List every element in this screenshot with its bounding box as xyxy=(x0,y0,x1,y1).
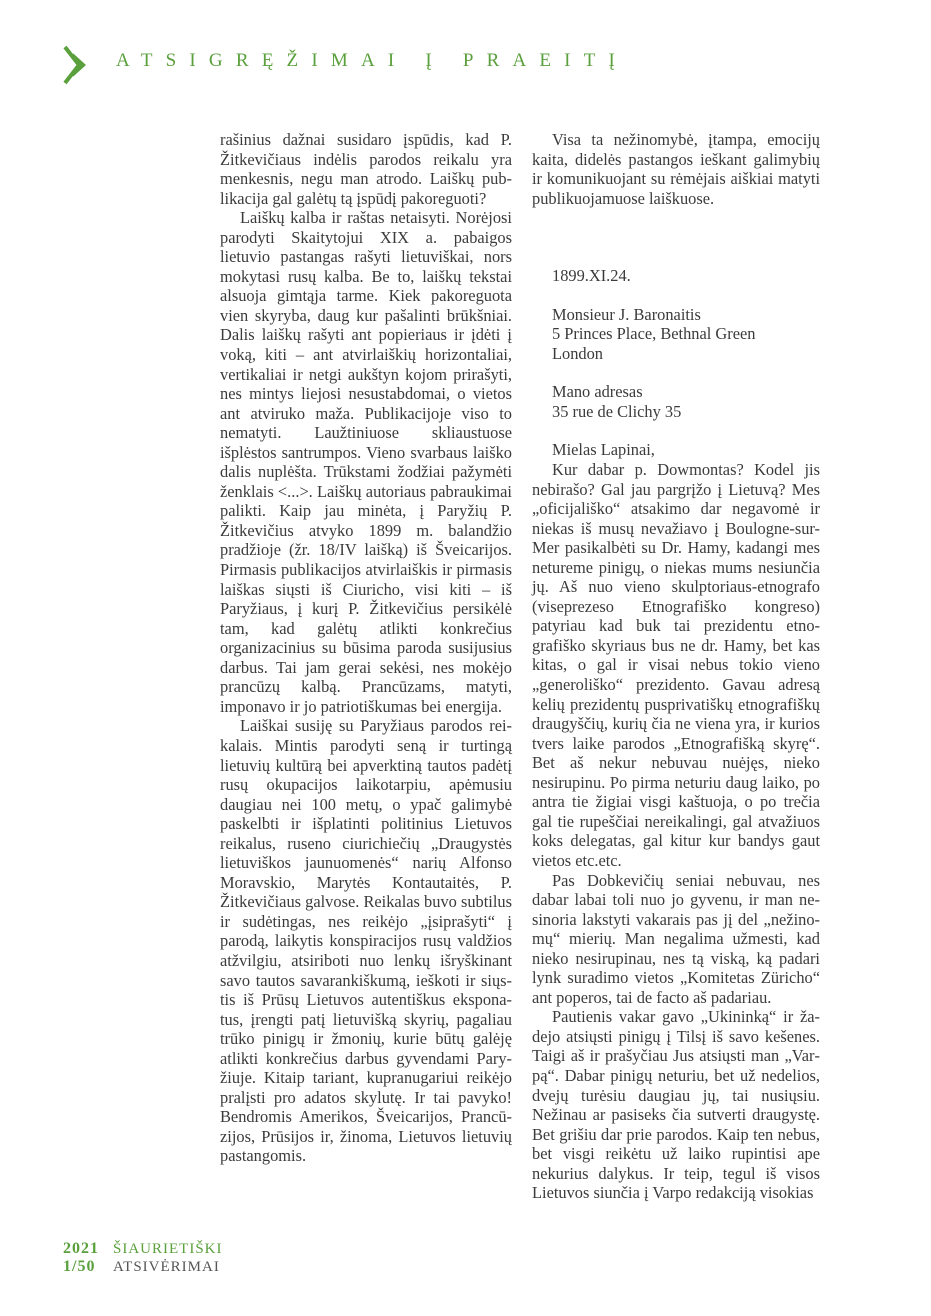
journal-name-line1: ŠIAURIETIŠKI xyxy=(113,1241,223,1257)
page-footer xyxy=(63,1240,223,1276)
address-line: Mano adresas xyxy=(552,382,643,402)
address-line: Monsieur J. Baronaitis xyxy=(552,304,701,324)
address-line: 35 rue de Clichy 35 xyxy=(552,401,682,421)
page-header xyxy=(63,44,89,86)
recipient-address xyxy=(532,305,820,364)
right-column xyxy=(532,130,820,1203)
journal-name-line2: ATSIVĖRIMAI xyxy=(113,1259,220,1275)
letter-paragraph: Kur dabar p. Dowmontas? Kodel jis nebirašo? Gal jau pargrįžo į Lietuvą? Mes „oficijališko“ atsakimo dar negavomė ir niekas iš musų nevažiavo į Boulogne-sur-Mer pasikalbėti su Dr. Hamy, kadangi mes netureme pinigų, o niekas mums nesiunčia jų. Aš nuo vieno skulptoriaus-etnografo (viseprezeso Etnografiško kongreso) patyriau kad buk tai prezidentu etnografiško skyriaus bus ne dr. Hamy, bet kas kitas, o gal ir visai nebus tokio vieno „generoliško“ prezidento. Gavau adresą kelių prezidentų pusprivatiškų etnografiškų draugyščių, kurių čia ne viena yra, ir kurios tvers laike parodos „Etnografišką skyrę“. Bet aš nekur nebuvau nuėjęs, nieko nesirupinu. Po pirma neturiu daug laiko, po antra tie žigiai visgi kaštuoja, o po trečia gal tie rupeščiai nereikalingi, gal atvažiuos koks delegatas, gal kitur kur bandys gaut vietos etc.etc. xyxy=(532,460,820,870)
footer-issue: 1/50 xyxy=(63,1258,96,1275)
paragraph: Laiškų kalba ir raštas netaisyti. Norėjosi parodyti Skaitytojui XIX a. pabaigos lietuvio pastangas rašyti lietuviškai, nors mokytasi rusų kalba. Be to, laiškų tekstai alsuoja gimtąja tarme. Kiek pakoreguota vien skyryba, daug kur pašalinti brūkšniai. Dalis laiškų rašyti ant popieriaus ir įdėti į voką, kiti – ant atvirlaiškių horizontaliai, vertikaliai ir netgi aukštyn kojom prirašyti, nes mintys liejosi nesustabdomai, o vietos ant atviruko maža. Publikacijoje viso to nematyti. Laužtiniuose skliaustuose išplėstos santrumpos. Vieno svarbaus laiško dalis nuplėšta. Trūkstami žodžiai pažymėti ženklais <...>. Laiškų autoriaus pabraukimai palikti. Kaip jau minėta, į Paryžių P. Žitkevičius atvyko 1899 m. balandžio pradžioje (žr. 18/IV laišką) iš Šveicarijos. Pirmasis publikacijos atvirlaiškis ir pirmasis laiškas siųsti iš Ciuricho, visi kiti – iš Paryžiaus, į kurį P. Žitkevičius persikėlė tam, kad galėtų atlikti konkrečius organizacinius su būsima paroda susijusius darbus. Tai jam gerai sekėsi, nes mokėjo prancūzų kalbą. Prancūzams, matyti, imponavo ir jo patriotiškumas bei energija. xyxy=(220,208,512,716)
address-line: London xyxy=(552,343,603,363)
left-column xyxy=(220,130,512,1166)
address-line: 5 Princes Place, Bethnal Green xyxy=(552,324,756,344)
paragraph: Laiškai susiję su Paryžiaus parodos reikalais. Mintis parodyti seną ir turtingą lietuvių kultūrą bei apverktiną tautos padėtį rusų okupacijos laikotarpiu, apėmusiu daugiau nei 100 metų, o ypač galimybė paskelbti ir išplatinti politinius Lietuvos reikalus, ruseno ciurichiečių „Draugystės lietuviškos jaunuomenės“ narių Alfonso Moravskio, Marytės Kontautaitės, P. Žitkevičiaus galvose. Reikalas buvo subtilus ir sudėtingas, nes reikėjo „įsiprašyti“ į parodą, laikytis konspiracijos rusų valdžios atžvilgiu, atsiriboti nuo lenkų išryškinant savo tautos savarankiškumą, ieškoti ir siųstis iš Prūsų Lietuvos autentiškus eksponatus, įrengti patį lietuvišką skyrių, pagaliau trūko pinigų ir žmonių, kurie būtų galėję atlikti konkrečius darbus gyvendami Paryžiuje. Kitaip tariant, kupranugariui reikėjo pralįsti pro adatos skylutę. Ir tai pavyko! Bendromis Amerikos, Šveicarijos, Prancūzijos, Prūsijos ir, žinoma, Lietuvos lietuvių pastangomis. xyxy=(220,716,512,1166)
sender-address xyxy=(532,382,820,421)
letter-paragraph: Pas Dobkevičių seniai nebuvau, nes dabar labai toli nuo jo gyvenu, ir man nesinoria lakstyti vakarais pas jį del „nežinomų“ mierių. Man negalima užmesti, kad nieko nesirupinau, nes tą viską, ką padari lynk suradimo vietos „Komitetas Züricho“ ant poperos, tai de facto aš padariau. xyxy=(532,870,820,1007)
paragraph: rašinius dažnai susidaro įspūdis, kad P. Žitkevičiaus indėlis parodos reikalu yra menkesnis, negu man atrodo. Laiškų publikacija gal galėtų tą įspūdį pakoreguoti? xyxy=(220,130,512,208)
double-chevron-right-icon xyxy=(63,44,89,86)
letter-paragraph: Pautienis vakar gavo „Ukininką“ ir žadejo atsiųsti pinigų į Tilsį iš savo kešenes. Taigi aš ir prašyčiau Jus atsiųsti man „Varpą“. Dabar pinigų neturiu, bet už nedelios, dvejų turėsiu daugiau jų, tai nusiųsiu. Nežinau ar pasiseks čia sutverti draugystę. Bet grišiu dar prie parodos. Kaip ten nebus, bet visgi reikėtu už laiko rupintisi ape nekurius dalykus. Ir teip, tegul iš visos Lietuvos siunčia į Varpo redakciją visokias xyxy=(532,1007,820,1203)
footer-year: 2021 xyxy=(63,1240,99,1257)
letter-date: 1899.XI.24. xyxy=(552,266,631,286)
section-title: ATSIGRĘŽIMAI Į PRAEITĮ xyxy=(116,50,629,71)
letter-salutation: Mielas Lapinai, xyxy=(552,440,655,460)
intro-paragraph: Visa ta nežinomybė, įtampa, emocijų kaita, didelės pastangos ieškant galimybių ir komunikuojant su rėmėjais aiškiai matyti publikuojamuose laiškuose. xyxy=(532,130,820,208)
